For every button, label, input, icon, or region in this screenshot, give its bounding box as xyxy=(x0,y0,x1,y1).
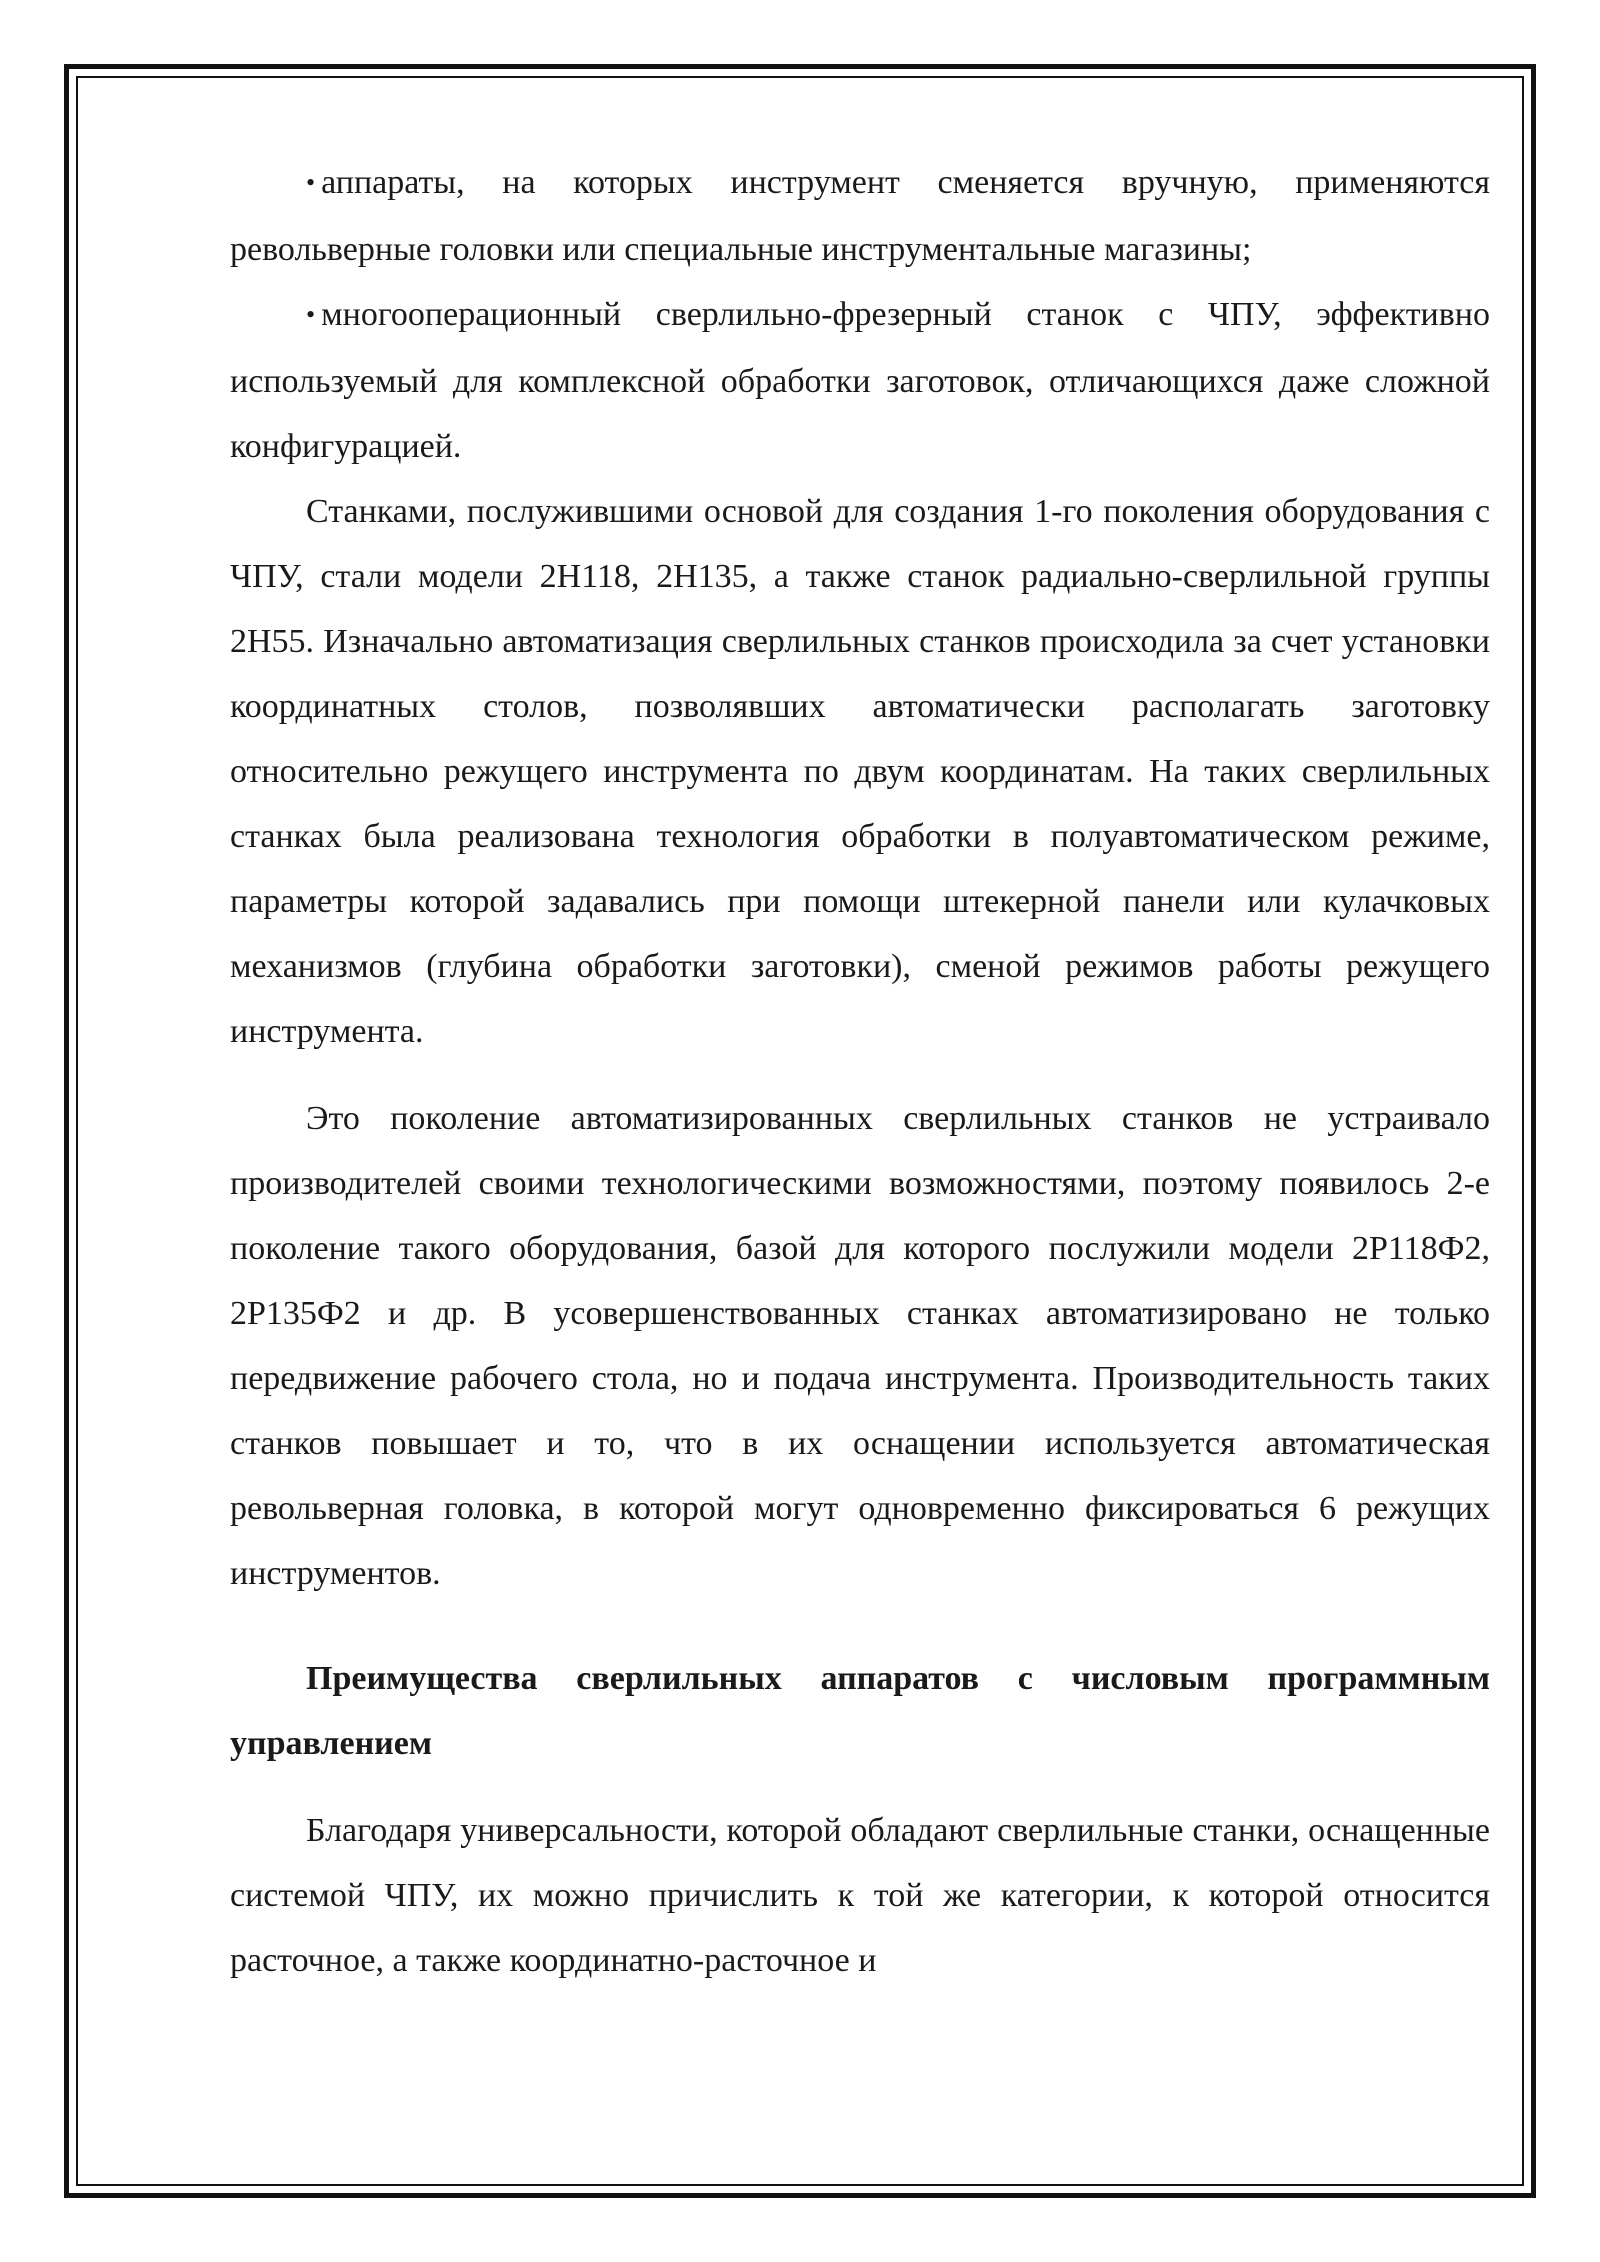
paragraph: Станками, послужившими основой для создания 1-го поколения оборудования с ЧПУ, стали модели 2Н118, 2Н135, а также станок радиально-сверлильной группы 2Н55. Изначально автоматизация сверлильных станков происходила за счет установки координатных столов, позволявших автоматически располагать заготовку относительно режущего инструмента по двум координатам. На таких сверлильных станках была реализована технология обработки в полуавтоматическом режиме, параметры которой задавались при помощи штекерной панели или кулачковых механизмов (глубина обработки заготовки), сменой режимов работы режущего инструмента. xyxy=(230,493,1490,1050)
paragraph: Благодаря универсальности, которой обладают сверлильные станки, оснащенные системой ЧПУ, их можно причислить к той же категории, к которой относится расточное, а также координатно-расточное и xyxy=(230,1812,1490,1979)
bullet-item xyxy=(230,150,1490,282)
document-body xyxy=(230,150,1490,1993)
bullet-text: аппараты, на которых инструмент сменяется вручную, применяются револьверные головки или специальные инструментальные магазины; xyxy=(230,164,1490,268)
bullet-text: многооперационный сверлильно-фрезерный станок с ЧПУ, эффективно используемый для комплексной обработки заготовок, отличающихся даже сложной конфигурацией. xyxy=(230,296,1490,465)
bullet-item xyxy=(230,282,1490,479)
bullet-marker: • xyxy=(306,300,316,329)
paragraph: Это поколение автоматизированных сверлильных станков не устраивало производителей своими технологическими возможностями, поэтому появилось 2-е поколение такого оборудования, базой для которого послужили модели 2Р118Ф2, 2Р135Ф2 и др. В усовершенствованных станках автоматизировано не только передвижение рабочего стола, но и подача инструмента. Производительность таких станков повышает и то, что в их оснащении используется автоматическая револьверная головка, в которой могут одновременно фиксироваться 6 режущих инструментов. xyxy=(230,1100,1490,1592)
bullet-marker: • xyxy=(306,168,316,197)
section-heading: Преимущества сверлильных аппаратов с числовым программным управлением xyxy=(230,1660,1490,1762)
